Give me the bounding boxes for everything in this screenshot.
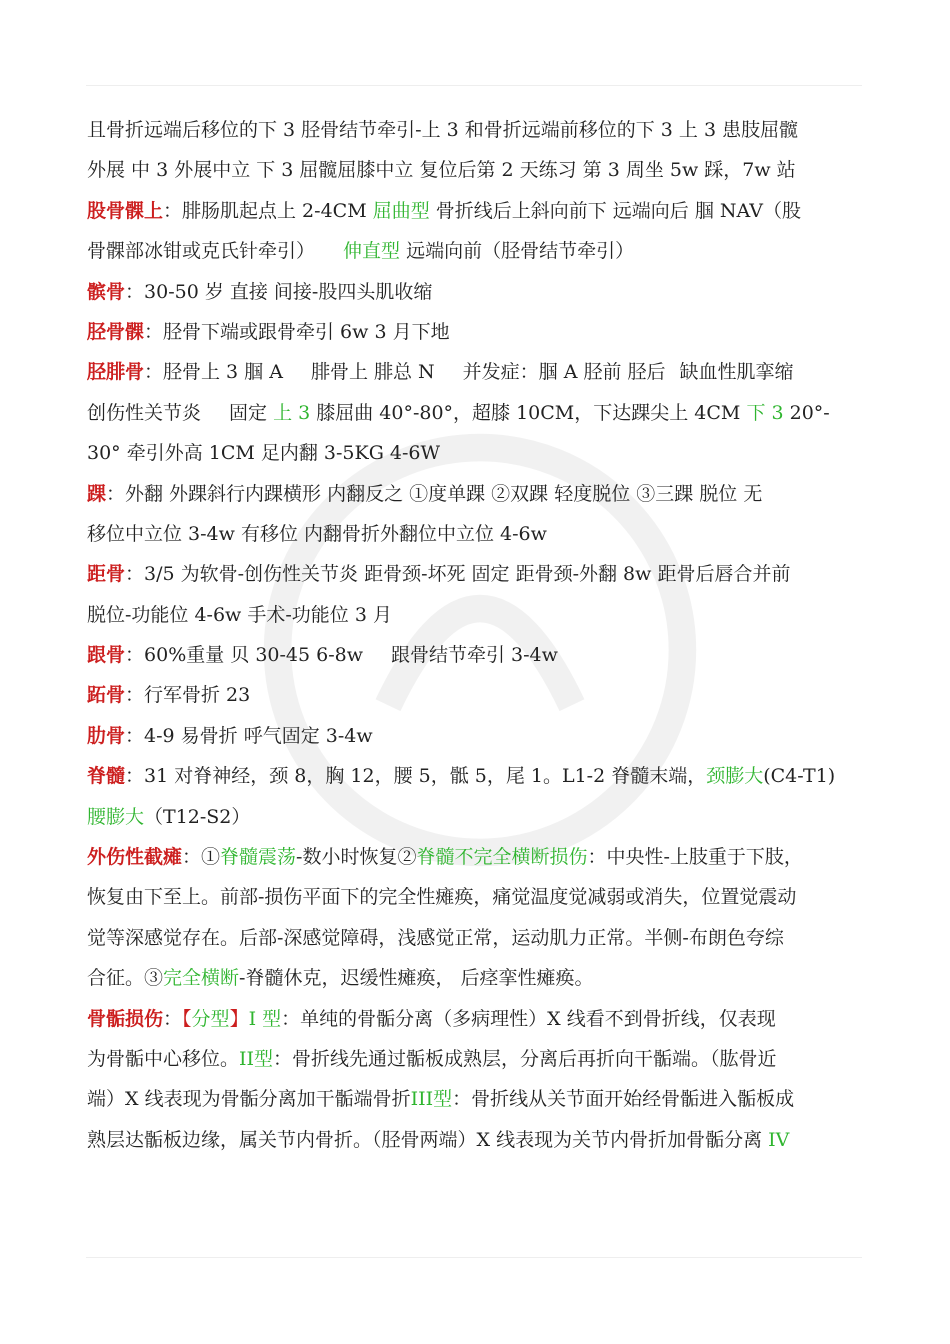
section-metatarsal: 跖骨：行军骨折 23 <box>87 684 251 707</box>
text-line: 合征。③完全横断-脊髓休克，迟缓性瘫痪， 后痉挛性瘫痪。 <box>87 967 594 990</box>
section-heading: 肋骨 <box>87 724 126 747</box>
footer-rule <box>86 1257 862 1258</box>
highlight-term: I 型 <box>248 1007 282 1030</box>
section-tibia-fibula: 胫腓骨：胫骨上 3 腘 A 腓骨上 腓总 N 并发症：腘 A 胫前 胫后 缺血性肌挛缩 <box>87 361 794 384</box>
section-heading: 胫腓骨 <box>87 361 145 384</box>
text-line: 创伤性关节炎 固定 上 3 膝屈曲 40°-80°，超膝 10CM，下达踝尖上 4CM 下 3 20°- <box>87 401 830 424</box>
section-calcaneus: 跟骨：60%重量 贝 30-45 6-8w 跟骨结节牵引 3-4w <box>87 644 558 667</box>
highlight-term: 屈曲型 <box>372 199 430 222</box>
text-line: 且骨折远端后移位的下 3 胫骨结节牵引-上 3 和骨折远端前移位的下 3 上 3 患肢屈髋 <box>87 119 799 141</box>
section-traumatic-paraplegia: 外伤性截瘫：①脊髓震荡-数小时恢复②脊髓不完全横断损伤：中央性-上肢重于下肢， <box>87 846 803 869</box>
text-line: 腰膨大（T12-S2） <box>87 805 251 828</box>
highlight-term: 下 3 <box>746 401 784 424</box>
highlight-term: IV <box>768 1128 790 1151</box>
highlight-term: II型 <box>239 1047 274 1070</box>
section-rib: 肋骨：4-9 易骨折 呼气固定 3-4w <box>87 724 373 747</box>
section-heading: 跖骨 <box>87 684 126 707</box>
text-line: 移位中立位 3-4w 有移位 内翻骨折外翻位中立位 4-6w <box>87 522 547 545</box>
section-heading: 脊髓 <box>87 765 126 788</box>
text-line: 骨髁部冰钳或克氏针牵引） 伸直型 远端向前（胫骨结节牵引） <box>87 240 635 263</box>
section-tibial-condyle: 胫骨髁：胫骨下端或跟骨牵引 6w 3 月下地 <box>87 320 450 343</box>
section-spinal-cord: 脊髓：31 对脊神经，颈 8，胸 12，腰 5，骶 5，尾 1。L1-2 脊髓末端，颈膨大(C4-T1) <box>87 765 836 788</box>
text-line: 为骨骺中心移位。II型：骨折线先通过骺板成熟层，分离后再折向干骺端。（肱骨近 <box>87 1047 777 1070</box>
section-femur-supracondylar: 股骨髁上：腓肠肌起点上 2-4CM 屈曲型 骨折线后上斜向前下 远端向后 腘 NAV（股 <box>87 199 801 222</box>
highlight-term: 腰膨大 <box>87 805 145 828</box>
section-ankle: 踝：外翻 外踝斜行内踝横形 内翻反之 ①度单踝 ②双踝 轻度脱位 ③三踝 脱位 无 <box>87 482 763 505</box>
text-line: 外展 中 3 外展中立 下 3 屈髋屈膝中立 复位后第 2 天练习 第 3 周坐 5w 踩，7w 站 <box>87 159 796 182</box>
section-heading: 髌骨 <box>87 280 126 303</box>
section-heading: 距骨 <box>87 563 126 586</box>
text-line: 端）X 线表现为骨骺分离加干骺端骨折III型：骨折线从关节面开始经骨骺进入骺板成 <box>87 1088 795 1111</box>
highlight-term: 伸直型 <box>343 240 401 263</box>
section-talus: 距骨：3/5 为软骨-创伤性关节炎 距骨颈-坏死 固定 距骨颈-外翻 8w 距骨后唇合并前 <box>87 563 791 586</box>
section-patella: 髌骨：30-50 岁 直接 间接-股四头肌收缩 <box>87 280 433 303</box>
highlight-term: 颈膨大 <box>706 765 764 788</box>
highlight-term: 完全横断 <box>163 967 240 990</box>
header-rule <box>86 85 862 86</box>
highlight-term: 分型 <box>191 1007 230 1030</box>
section-heading: 骨骺损伤 <box>87 1007 164 1030</box>
highlight-term: 脊髓不完全横断损伤 <box>416 846 588 869</box>
text-line: 恢复由下至上。前部-损伤平面下的完全性瘫痪，痛觉温度觉减弱或消失，位置觉震动 <box>87 886 797 909</box>
text-line: 熟层达骺板边缘，属关节内骨折。（胫骨两端）X 线表现为关节内骨折加骨骺分离 IV <box>87 1128 790 1151</box>
text-line: 脱位-功能位 4-6w 手术-功能位 3 月 <box>87 603 392 626</box>
highlight-term: 上 3 <box>273 401 311 424</box>
highlight-term: III型 <box>410 1088 453 1111</box>
section-heading: 踝 <box>87 482 107 505</box>
section-heading: 胫骨髁 <box>87 320 145 343</box>
section-heading: 外伤性截瘫 <box>87 846 183 869</box>
section-heading: 股骨髁上 <box>87 199 164 222</box>
highlight-term: 脊髓震荡 <box>220 846 297 869</box>
text-line: 觉等深感觉存在。后部-深感觉障碍，浅感觉正常，运动肌力正常。半侧-布朗色夸综 <box>87 926 784 949</box>
document-body <box>87 110 867 1160</box>
text-line: 30° 牵引外高 1CM 足内翻 3-5KG 4-6W <box>87 442 441 465</box>
section-epiphyseal-injury: 骨骺损伤：【分型】I 型：单纯的骨骺分离（多病理性）X 线看不到骨折线，仅表现 <box>87 1007 776 1030</box>
section-heading: 跟骨 <box>87 644 126 667</box>
